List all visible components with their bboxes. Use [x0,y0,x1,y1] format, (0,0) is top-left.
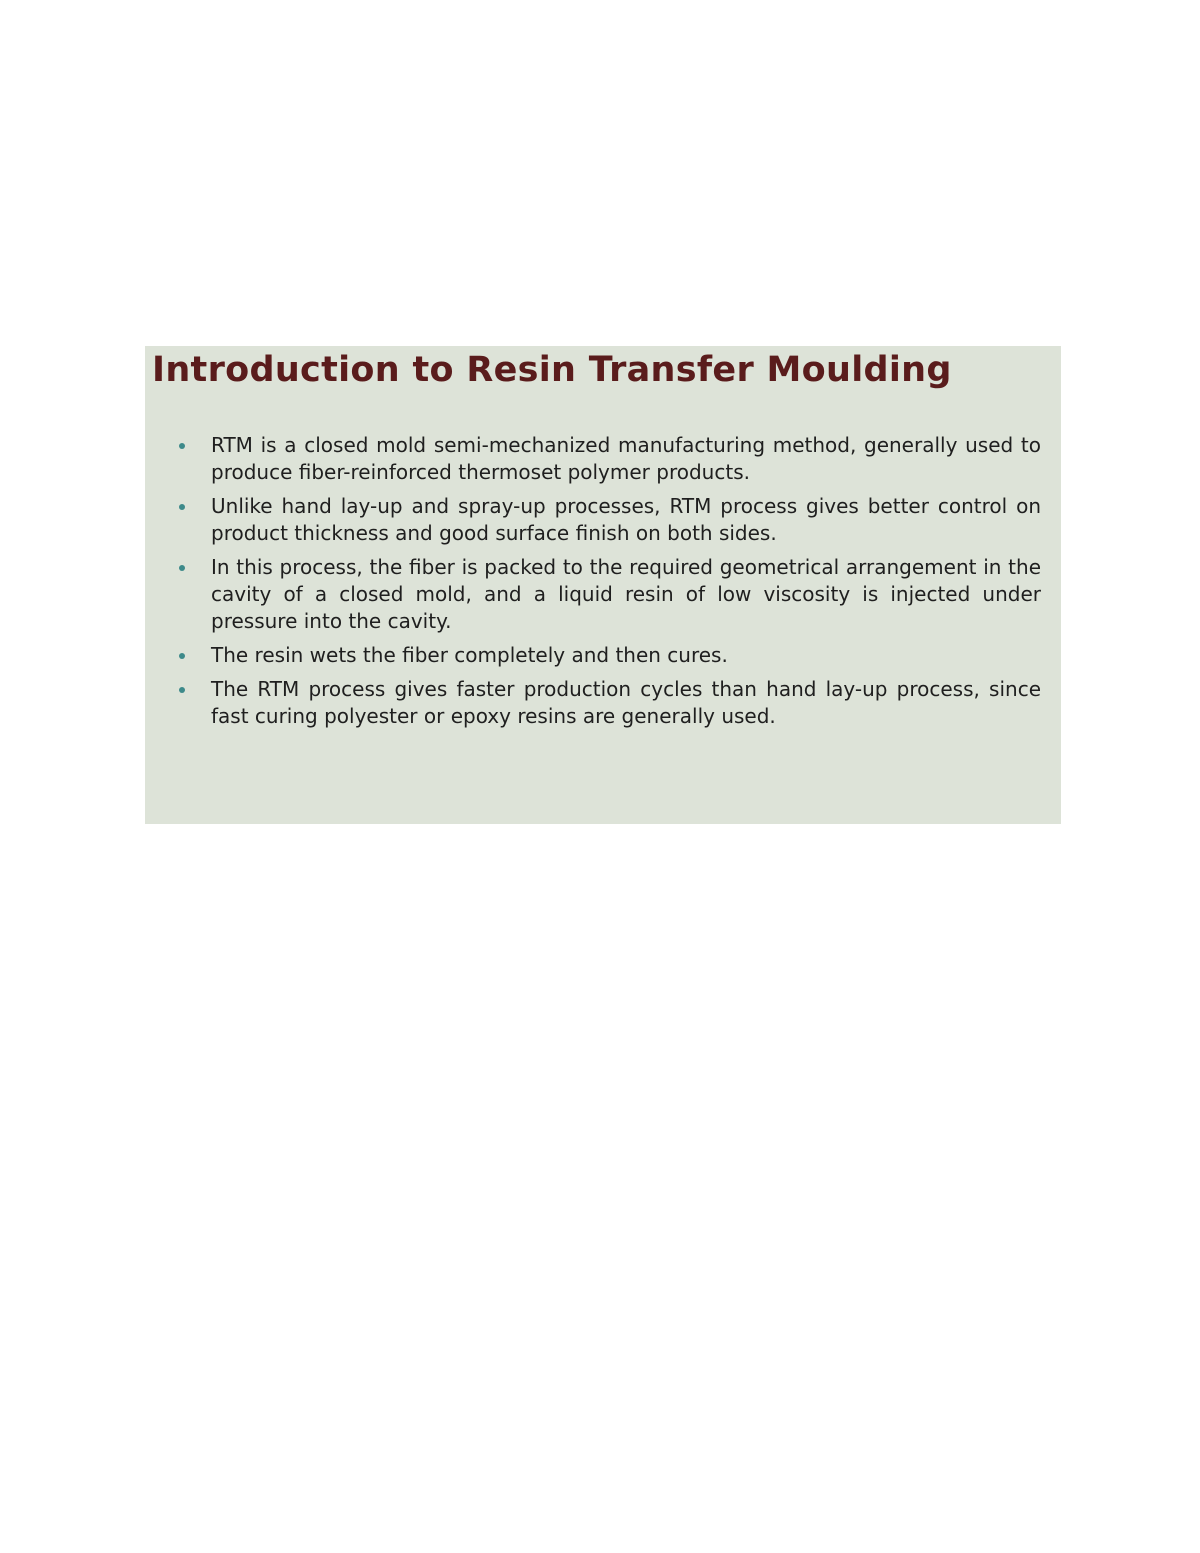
bullet-text: The RTM process gives faster production cycles than hand lay-up process, since fast curing polyester or epoxy resins are generally used. [211,677,1041,728]
slide-title: Introduction to Resin Transfer Moulding [152,350,952,390]
bullet-dot-icon [179,443,185,449]
bullet-dot-icon [179,653,185,659]
bullet-text: Unlike hand lay-up and spray-up processes, RTM process gives better control on product thickness and good surface finish on both sides. [211,494,1041,545]
bullet-dot-icon [179,687,185,693]
bullet-dot-icon [179,504,185,510]
bullet-dot-icon [179,565,185,571]
bullet-item [175,432,1041,486]
bullet-text: RTM is a closed mold semi-mechanized manufacturing method, generally used to produce fiber-reinforced thermoset polymer products. [211,433,1041,484]
bullet-text: The resin wets the fiber completely and then cures. [211,643,728,667]
bullet-text: In this process, the fiber is packed to the required geometrical arrangement in the cavity of a closed mold, and a liquid resin of low viscosity is injected under pressure into the cavity. [211,555,1041,633]
bullet-list [175,432,1041,737]
bullet-item [175,554,1041,635]
bullet-item [175,676,1041,730]
slide-image [145,346,1061,824]
bullet-item [175,642,1041,669]
bullet-item [175,493,1041,547]
